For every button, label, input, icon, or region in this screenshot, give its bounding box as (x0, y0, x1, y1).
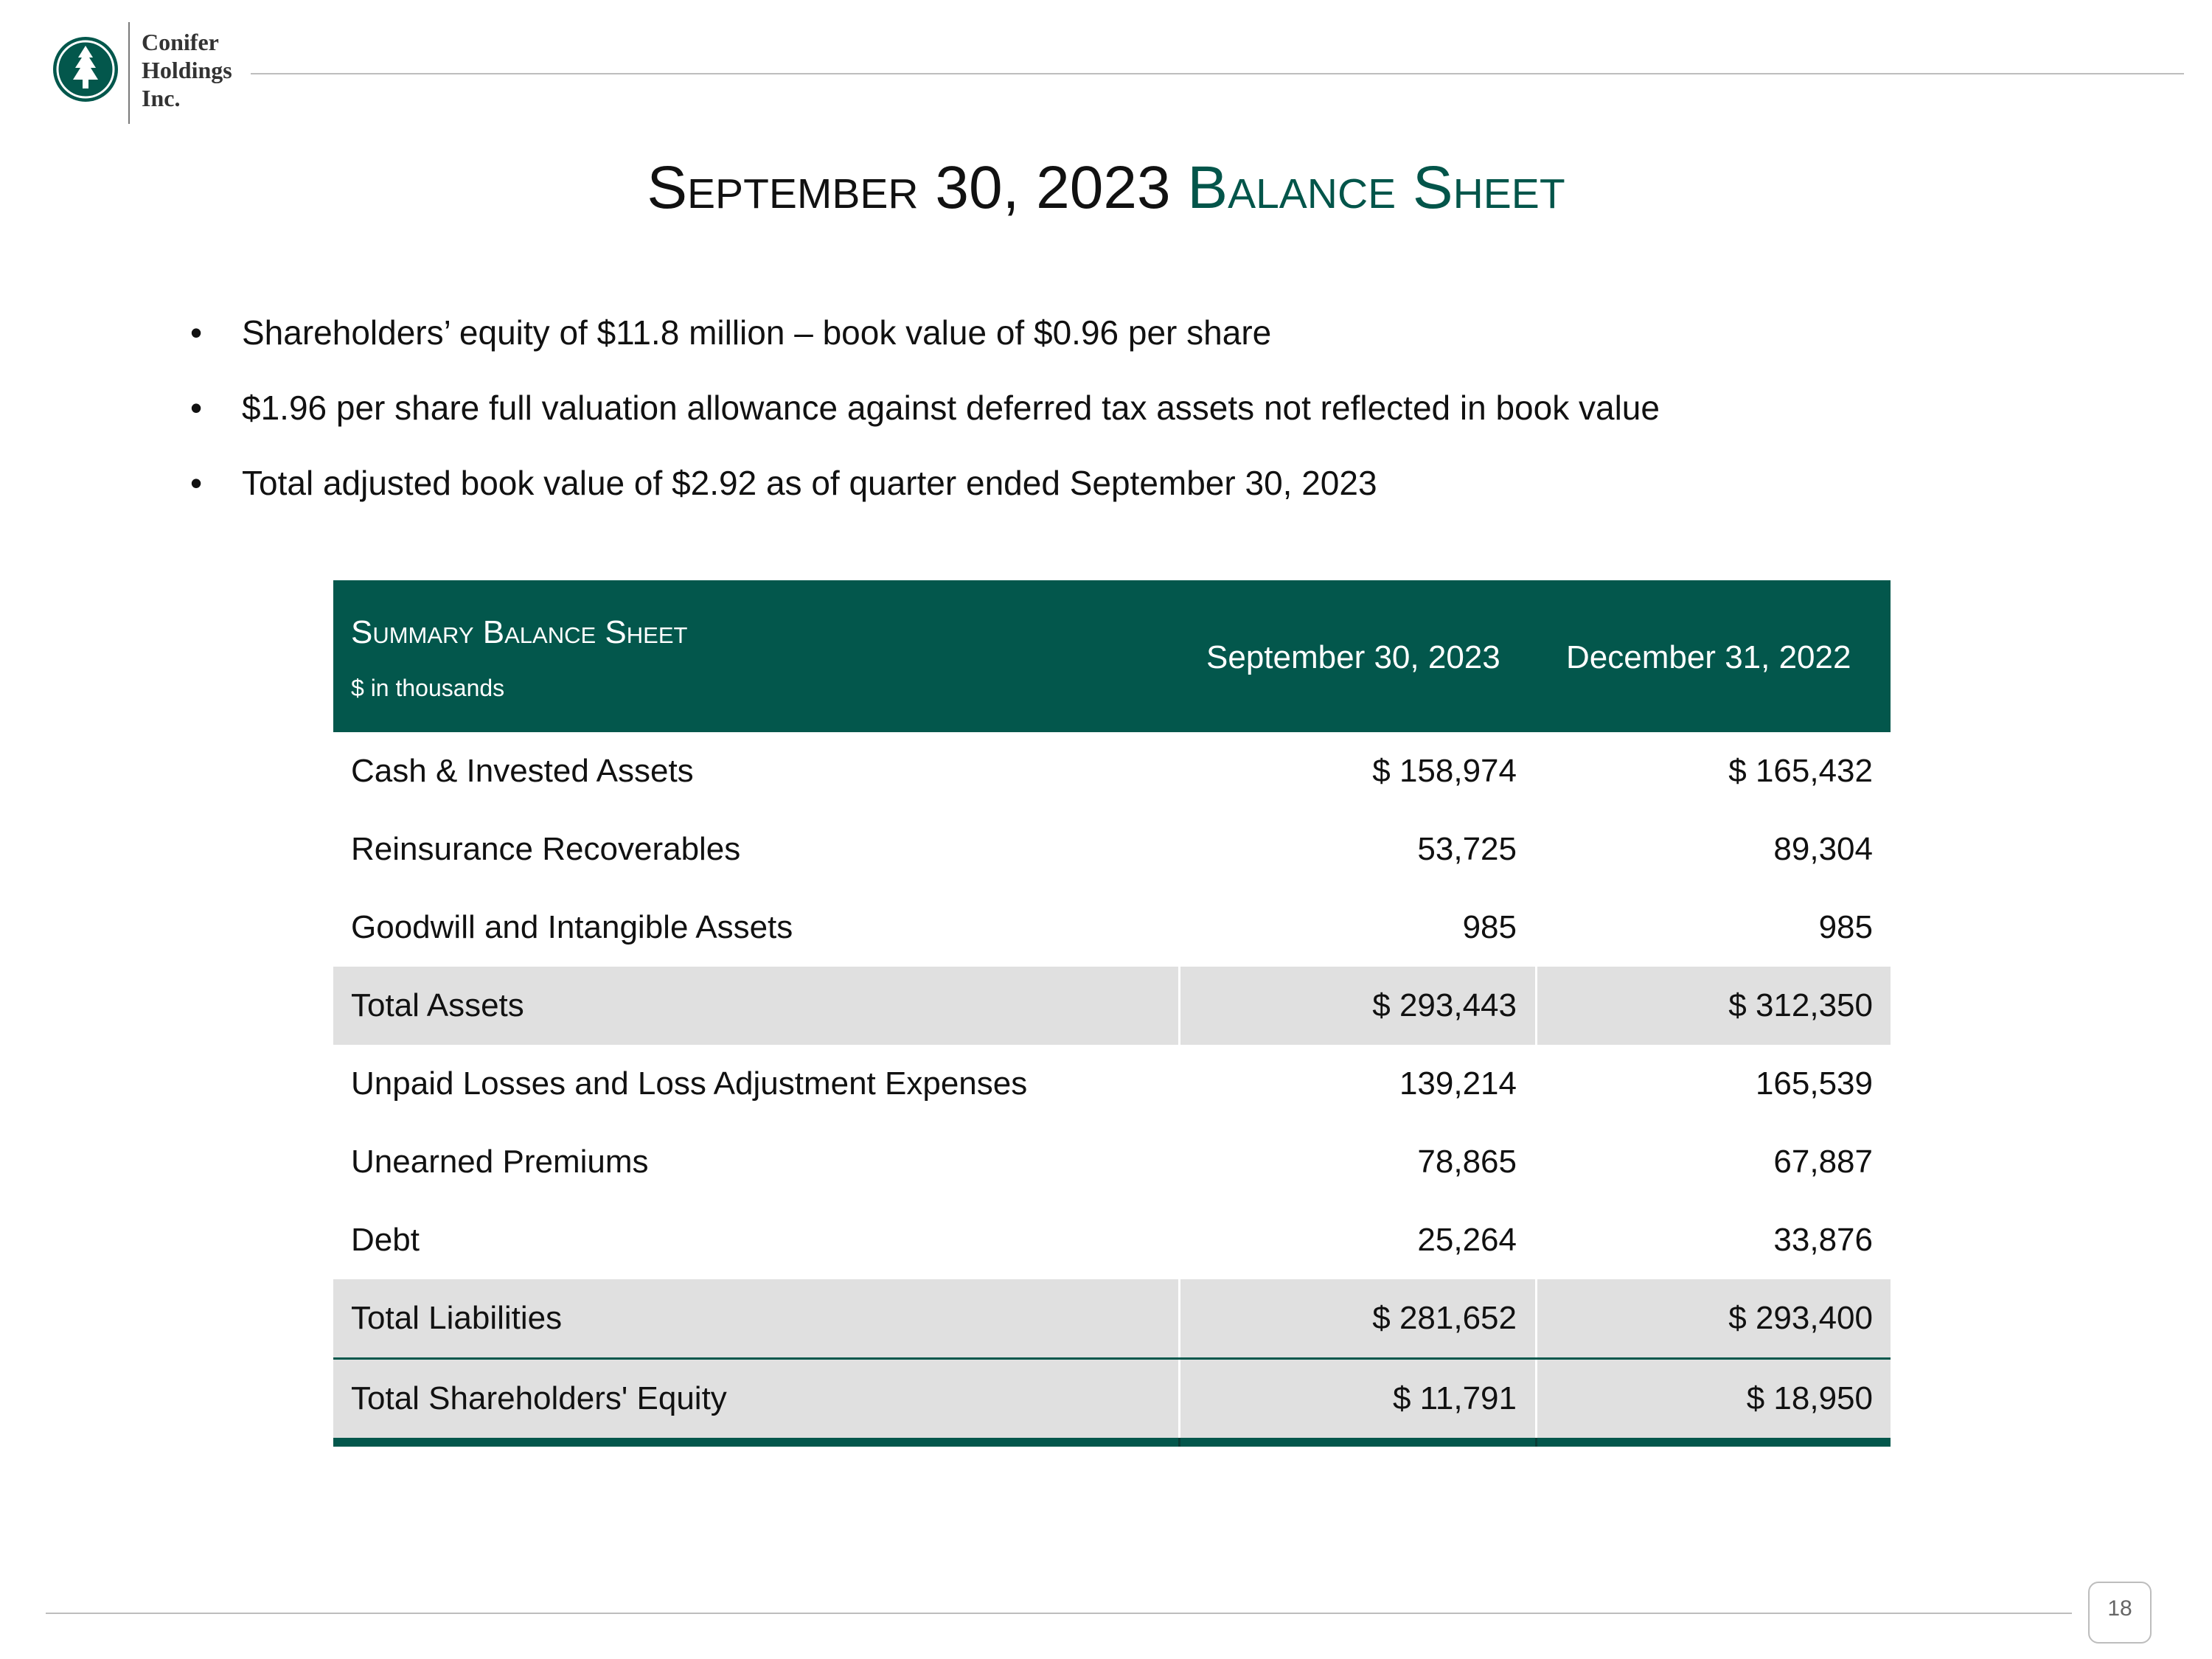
footer-rule (46, 1613, 2072, 1614)
value-sep-2023: 139,214 (1399, 1065, 1517, 1102)
column-separator (1535, 1279, 1537, 1357)
row-label: Unearned Premiums (351, 1144, 649, 1180)
value-sep-2023: 985 (1462, 909, 1517, 945)
value-dec-2022: $ 312,350 (1728, 987, 1873, 1023)
bullet-glyph: • (190, 464, 203, 502)
value-dec-2022: $ 293,400 (1728, 1300, 1873, 1336)
row-label: Reinsurance Recoverables (351, 831, 741, 867)
table-row (333, 1201, 1891, 1279)
table-header (333, 580, 1891, 732)
bullet-text: Shareholders’ equity of $11.8 million – book value of $0.96 per share (242, 313, 1272, 352)
value-sep-2023: $ 11,791 (1392, 1380, 1517, 1416)
table-row (333, 1123, 1891, 1201)
column-separator (1178, 967, 1180, 1045)
column-separator (1178, 1279, 1180, 1357)
column-header-dec-2022: December 31, 2022 (1566, 639, 1851, 675)
row-label: Goodwill and Intangible Assets (351, 909, 793, 945)
column-header-sep-2023: September 30, 2023 (1206, 639, 1500, 675)
value-sep-2023: $ 281,652 (1372, 1300, 1517, 1336)
value-dec-2022: $ 165,432 (1728, 753, 1873, 789)
column-separator (1535, 967, 1537, 1045)
table-row (333, 732, 1891, 810)
bullet-text: $1.96 per share full valuation allowance against deferred tax assets not reflected in book value (242, 389, 1660, 427)
bullet-text: Total adjusted book value of $2.92 as of quarter ended September 30, 2023 (242, 464, 1377, 502)
company-name-line1: Conifer (142, 29, 219, 55)
row-label: Unpaid Losses and Loss Adjustment Expenses (351, 1065, 1028, 1102)
summary-balance-sheet-table (333, 580, 1891, 1447)
bullet-item (190, 464, 2034, 502)
value-dec-2022: 985 (1818, 909, 1873, 945)
company-name-line3: Inc. (142, 85, 181, 111)
page-title-date: September 30, 2023 (647, 154, 1171, 221)
bullet-list (190, 313, 2034, 539)
page-title (0, 151, 2212, 225)
logo-divider (128, 22, 130, 124)
row-label: Debt (351, 1222, 420, 1258)
bullet-glyph: • (190, 389, 203, 427)
page-title-subject: Balance Sheet (1187, 154, 1565, 221)
table-row (333, 888, 1891, 967)
page-number: 18 (2107, 1596, 2132, 1621)
table-bottom-rule (333, 1438, 1891, 1447)
value-sep-2023: 25,264 (1417, 1222, 1517, 1258)
bullet-item (190, 313, 2034, 352)
table-row-total-liabilities (333, 1279, 1891, 1357)
column-separator (1178, 1360, 1180, 1438)
table-subtitle: $ in thousands (351, 675, 505, 701)
column-separator (1535, 1438, 1537, 1447)
table-row-total-assets (333, 967, 1891, 1045)
bullet-item (190, 389, 2034, 427)
value-dec-2022: $ 18,950 (1746, 1380, 1873, 1416)
value-dec-2022: 33,876 (1773, 1222, 1873, 1258)
header-rule (251, 73, 2184, 74)
value-dec-2022: 67,887 (1773, 1144, 1873, 1180)
row-label: Total Shareholders' Equity (351, 1380, 727, 1416)
tree-icon (52, 35, 119, 103)
column-separator (1178, 1438, 1180, 1447)
value-sep-2023: $ 293,443 (1372, 987, 1517, 1023)
company-name (142, 28, 232, 112)
value-sep-2023: 53,725 (1417, 831, 1517, 867)
table-title: Summary Balance Sheet (351, 614, 688, 650)
table-row-total-equity (333, 1357, 1891, 1438)
column-separator (1535, 1360, 1537, 1438)
row-label: Total Liabilities (351, 1300, 563, 1336)
value-dec-2022: 165,539 (1755, 1065, 1873, 1102)
value-dec-2022: 89,304 (1773, 831, 1873, 867)
bullet-glyph: • (190, 313, 203, 352)
value-sep-2023: 78,865 (1417, 1144, 1517, 1180)
table-row (333, 1045, 1891, 1123)
company-name-line2: Holdings (142, 57, 232, 83)
value-sep-2023: $ 158,974 (1372, 753, 1517, 789)
row-label: Cash & Invested Assets (351, 753, 694, 789)
table-row (333, 810, 1891, 888)
row-label: Total Assets (351, 987, 524, 1023)
